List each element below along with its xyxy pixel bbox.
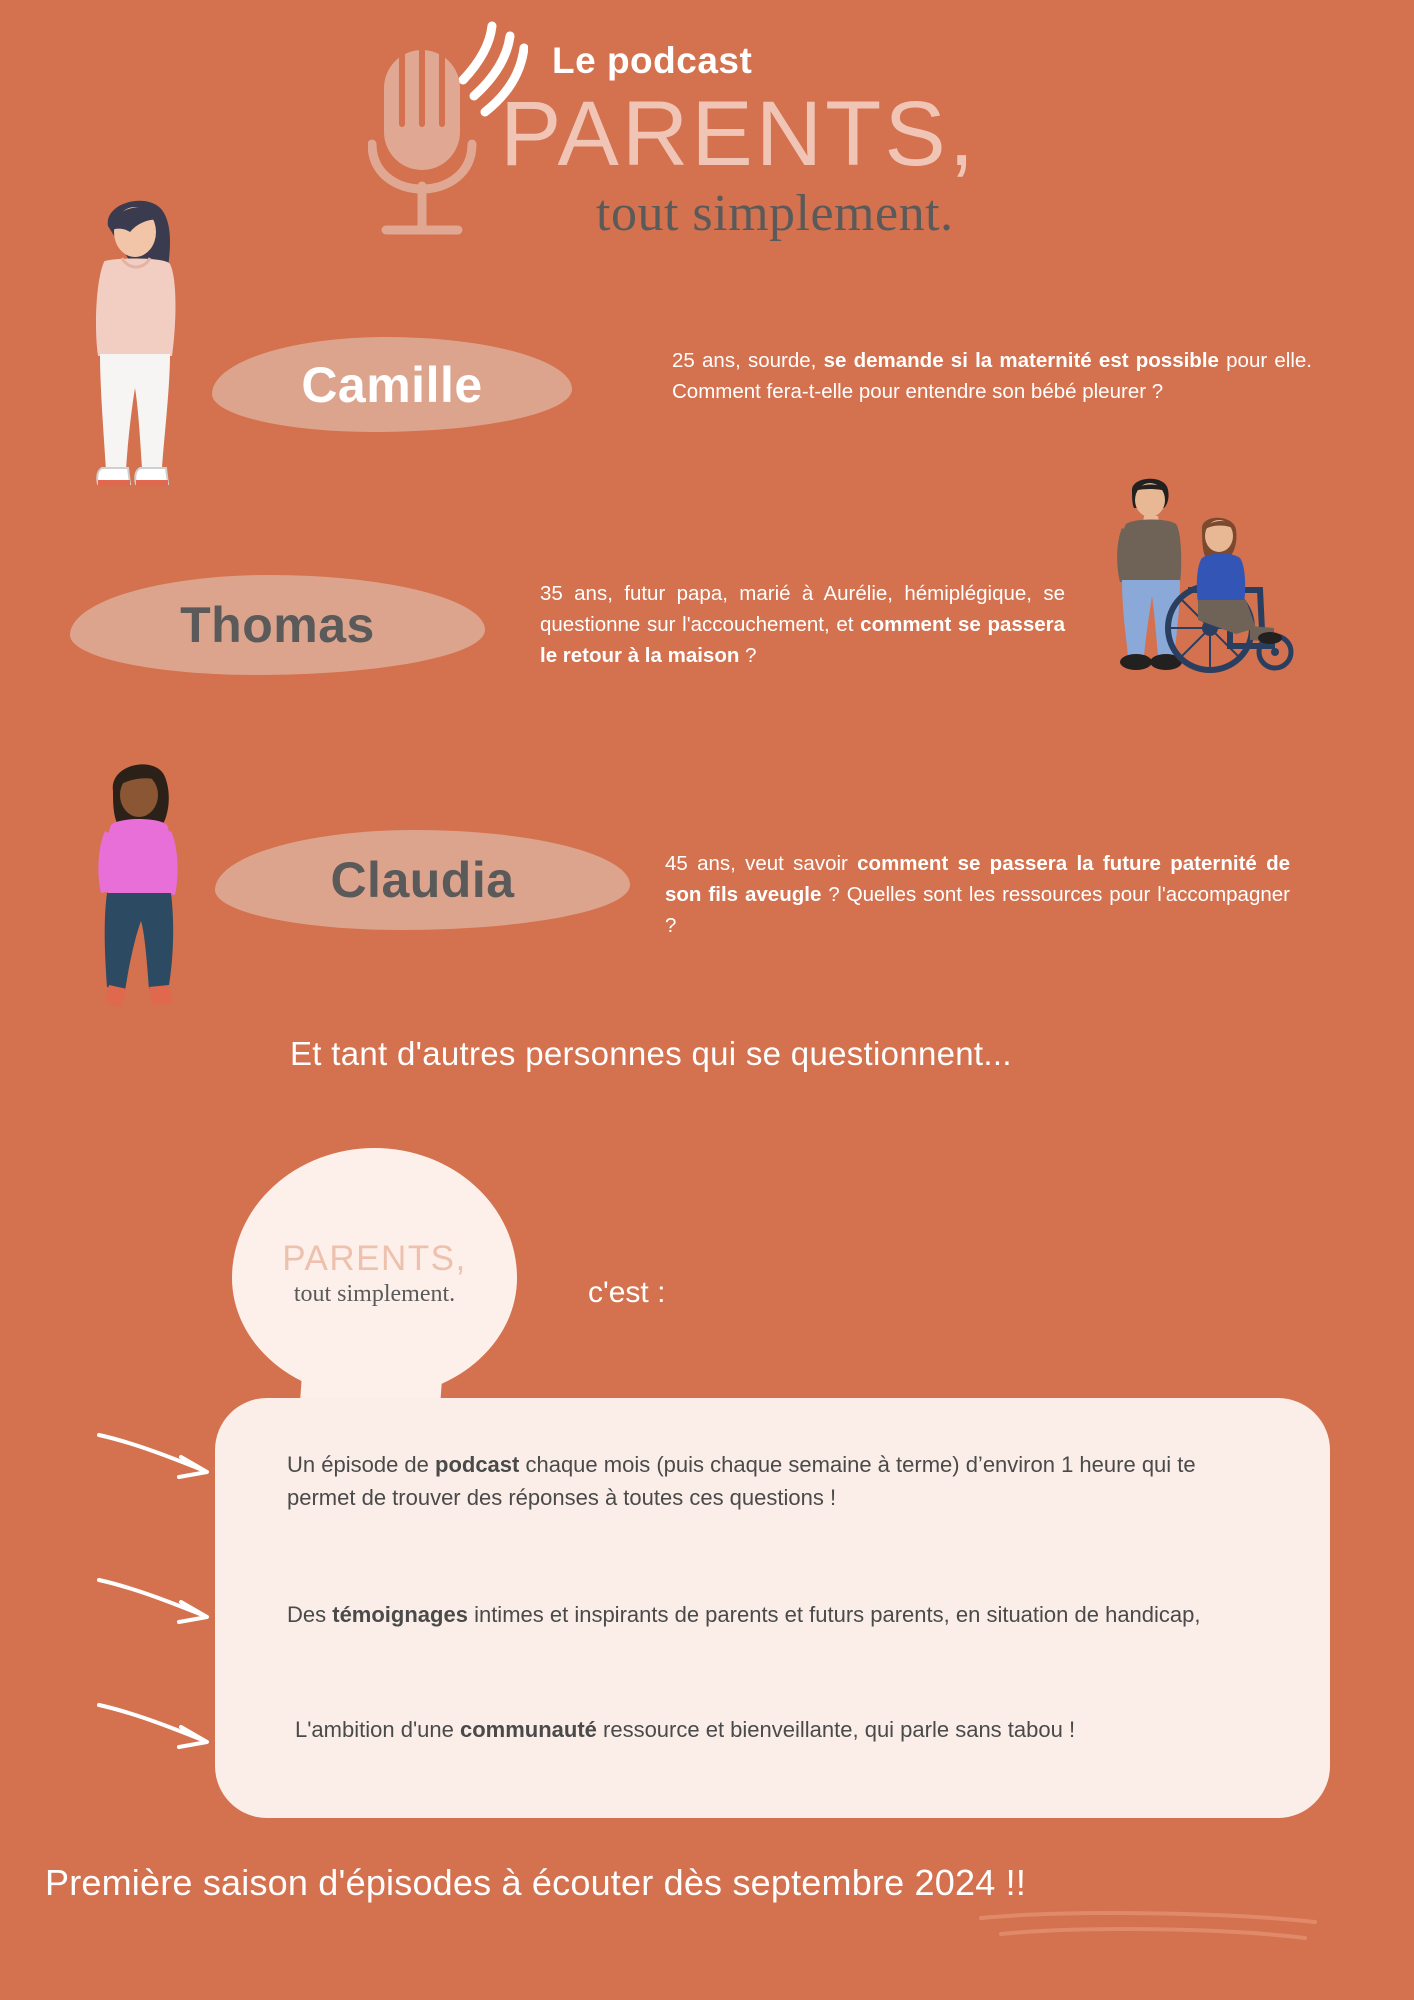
man-and-woman-wheelchair-illustration <box>1110 470 1335 690</box>
arrow-icon <box>95 1695 215 1755</box>
cest-label: c'est : <box>588 1276 666 1309</box>
page-title: PARENTS, <box>500 83 978 185</box>
arrow-icon <box>95 1570 215 1630</box>
person-name: Thomas <box>180 597 375 653</box>
tagline-text: Et tant d'autres personnes qui se questionnent... <box>290 1035 1012 1072</box>
name-badge-thomas <box>70 575 485 675</box>
person-name: Claudia <box>330 852 515 908</box>
arrow-icon <box>95 1425 215 1485</box>
poster-header <box>0 0 1414 300</box>
card-item: L'ambition d'une communauté ressource et bienveillante, qui parle sans tabou ! <box>295 1717 1076 1742</box>
card-item: Des témoignages intimes et inspirants de parents et futurs parents, en situation de handicap, <box>287 1602 1201 1627</box>
card-item: Un épisode de podcast chaque mois (puis chaque semaine à terme) d’environ 1 heure qui te permet de trouver des réponses à toutes ces questions ! <box>287 1452 1196 1510</box>
footer-text: Première saison d'épisodes à écouter dès septembre 2024 !! <box>45 1862 1027 1903</box>
person-description-camille: 25 ans, sourde, se demande si la maternité est possible pour elle. Comment fera-t-elle pour entendre son bébé pleurer ? <box>672 349 1313 404</box>
person-description-claudia: 45 ans, veut savoir comment se passera la future paternité de son fils aveugle ? Quelles sont les ressources pour l'accompagner ? <box>665 852 1291 938</box>
person-description-thomas: 35 ans, futur papa, marié à Aurélie, hémiplégique, se questionne sur l'accouchement, et comment se passera le retour à la maison ? <box>540 582 1065 668</box>
name-badge-claudia <box>215 830 630 930</box>
offer-card <box>215 1398 1330 1818</box>
person-name: Camille <box>301 356 483 413</box>
header-text-block <box>500 40 1200 243</box>
woman-standing-illustration <box>78 188 198 513</box>
underline-swash-icon <box>975 1908 1325 1948</box>
speech-bubble <box>232 1148 517 1398</box>
name-badge-camille <box>212 337 572 432</box>
woman-walking-illustration <box>85 745 205 1050</box>
bubble-title: PARENTS, <box>282 1238 467 1278</box>
header-subtitle: tout simplement. <box>596 185 954 242</box>
header-kicker: Le podcast <box>552 40 753 81</box>
bubble-subtitle: tout simplement. <box>293 1280 456 1307</box>
